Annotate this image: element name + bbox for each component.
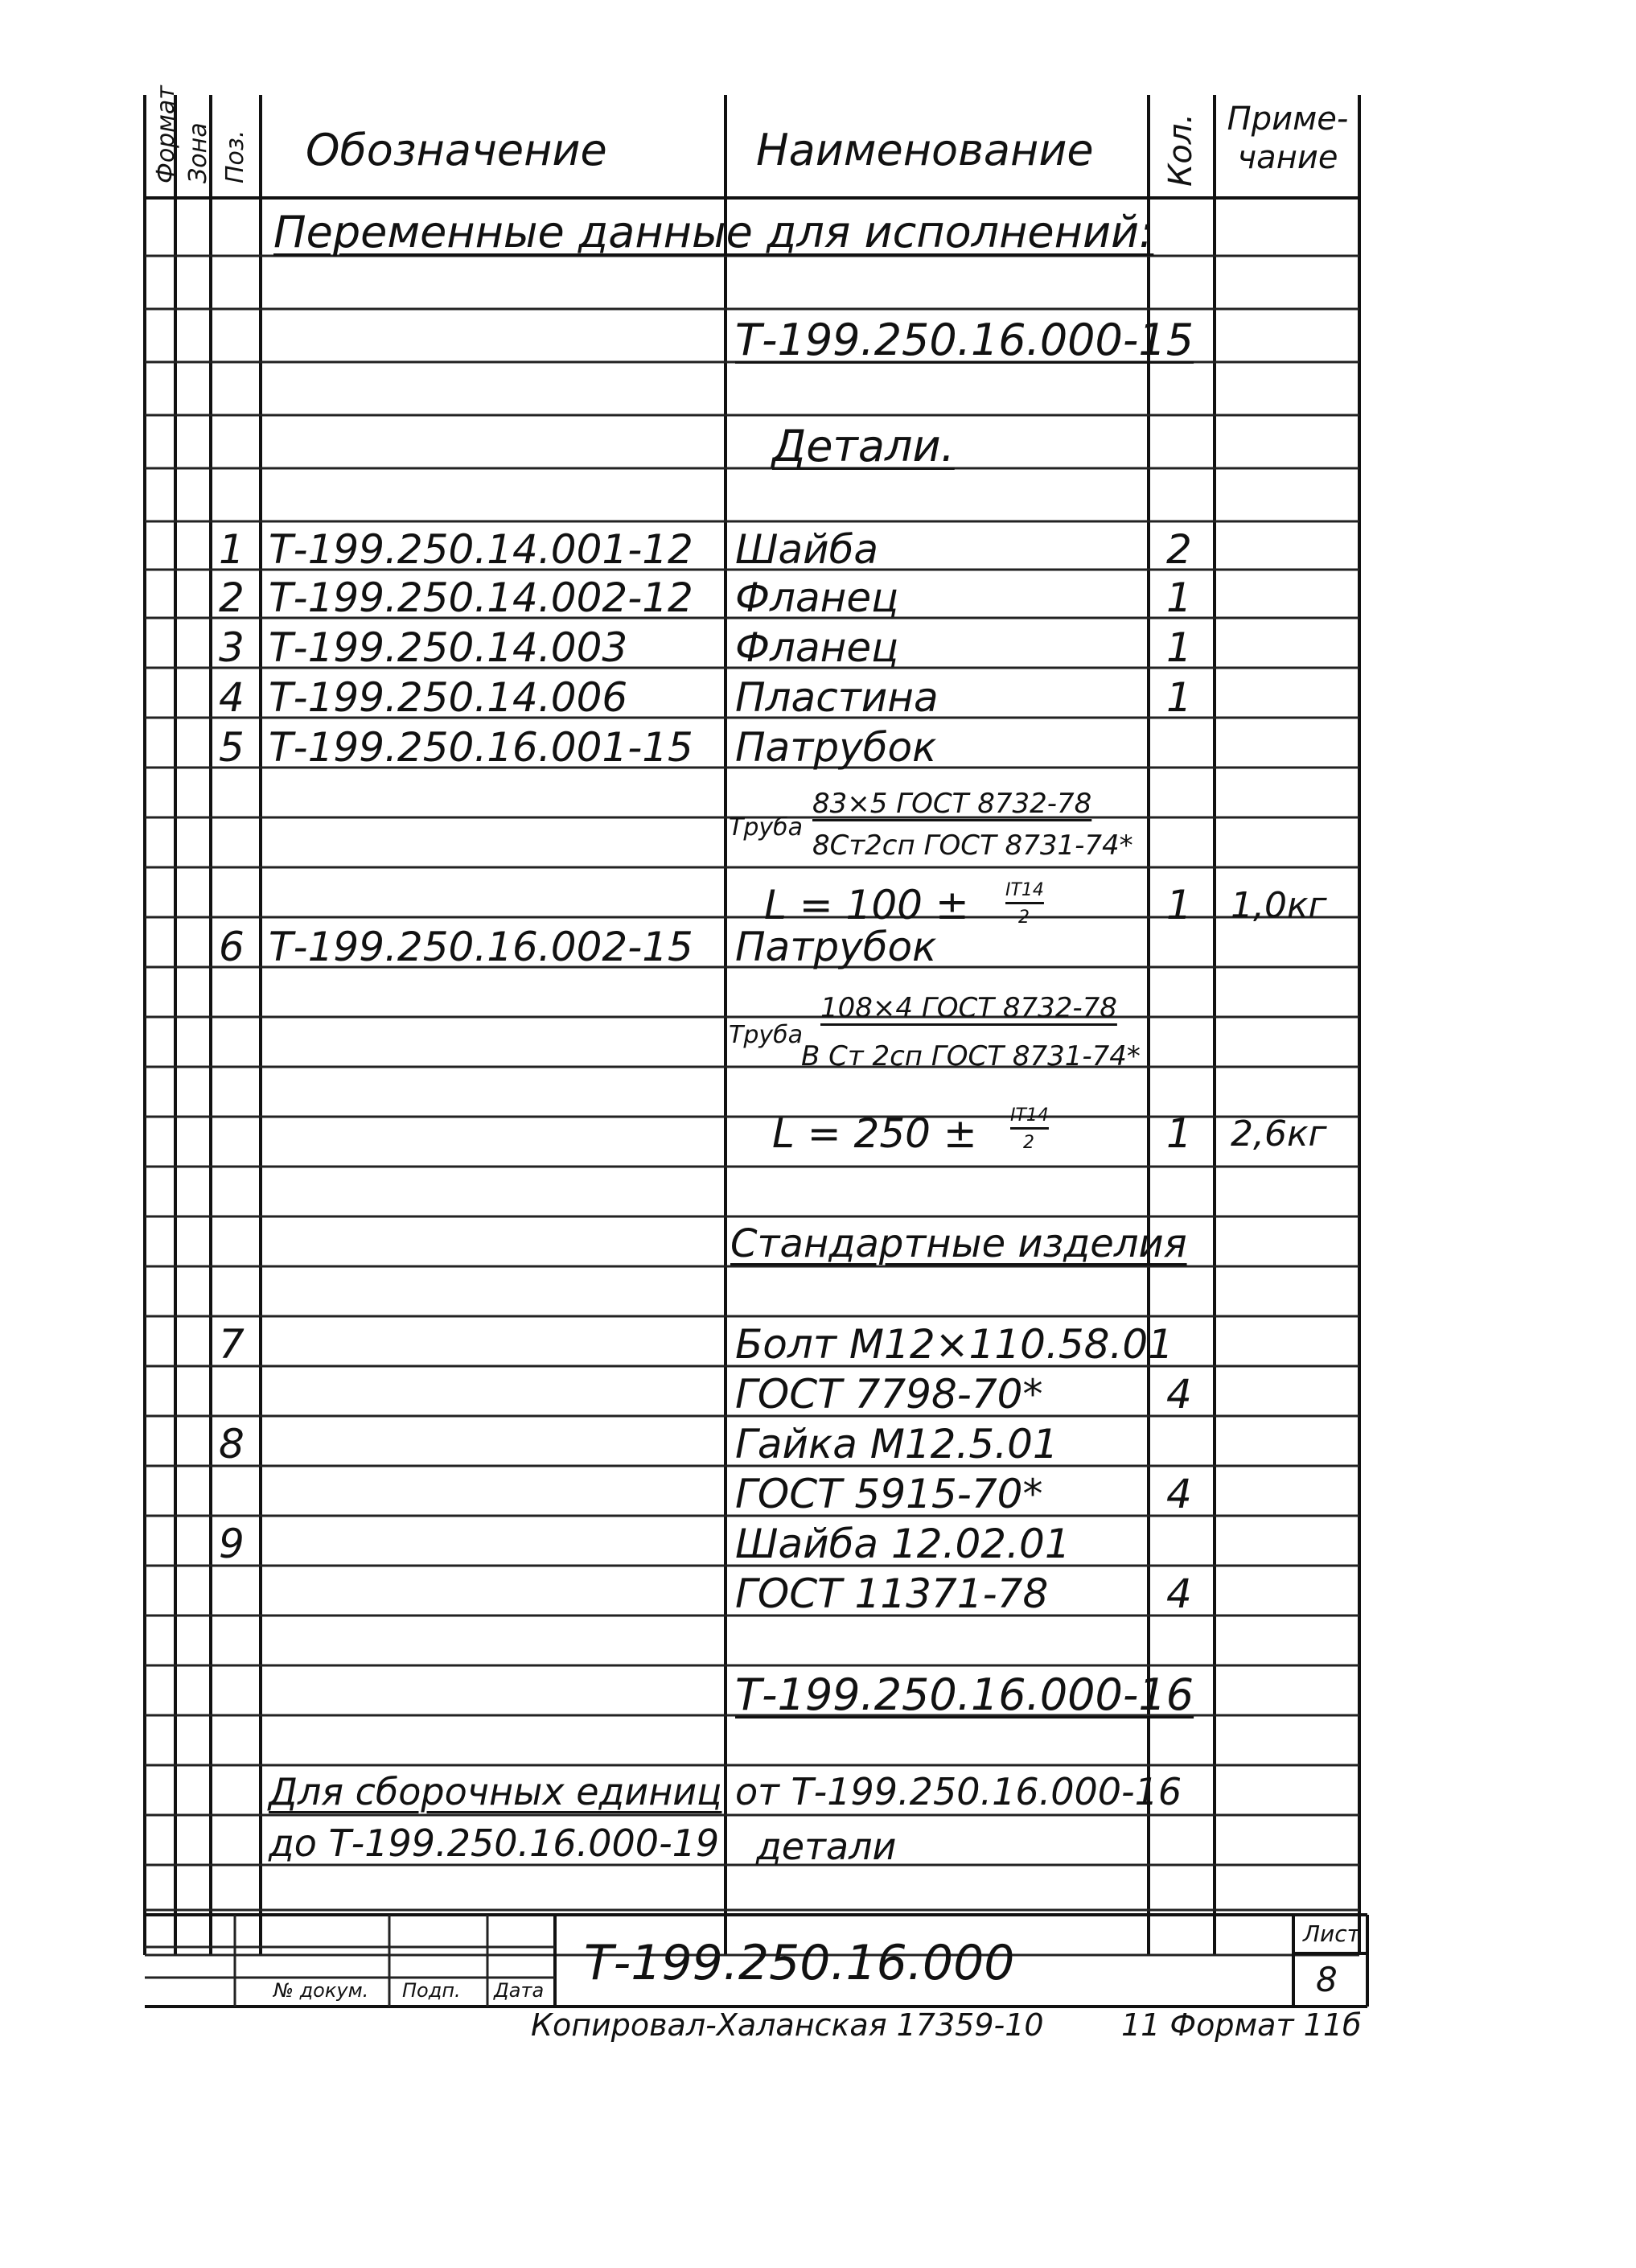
footer-copied-by: Копировал-Халанская 17359-10 xyxy=(531,2007,1044,2043)
stamp-col-signature: Подп. xyxy=(402,1979,461,2002)
pipe-tolerance-denominator: 2 xyxy=(1018,908,1030,928)
item-qty: 2 xyxy=(1166,526,1192,573)
note-assembly-range: до Т-199.250.16.000-19 xyxy=(269,1821,720,1865)
pipe-spec-numerator: 108×4 ГОСТ 8732-78 xyxy=(820,992,1117,1024)
item-designation: Т-199.250.14.001-12 xyxy=(269,526,693,573)
pipe-spec-denominator: 8Ст2сп ГОСТ 8731-74* xyxy=(812,829,1133,862)
item-designation: Т-199.250.14.003 xyxy=(269,624,628,671)
item-name: Пластина xyxy=(735,674,939,721)
item-name: Шайба xyxy=(735,526,879,573)
variant-2-code: Т-199.250.16.000-16 xyxy=(735,1669,1194,1720)
item-name: Патрубок xyxy=(735,924,937,970)
header-zone: Зона xyxy=(184,122,212,183)
pipe-spec-denominator: В Ст 2сп ГОСТ 8731-74* xyxy=(801,1040,1141,1072)
stamp-sheet-number: 8 xyxy=(1316,1960,1338,1999)
header-pos: Поз. xyxy=(221,130,249,183)
pipe-tolerance-numerator: IT14 xyxy=(1005,880,1044,900)
header-note-line1: Приме- xyxy=(1227,101,1349,138)
item-pos: 6 xyxy=(219,924,245,970)
stamp-col-document: № докум. xyxy=(273,1979,369,2002)
header-note-line2: чание xyxy=(1237,139,1338,176)
pipe-mass: 2,6кг xyxy=(1231,1113,1327,1155)
header-name: Наименование xyxy=(756,125,1094,175)
item-pos: 5 xyxy=(219,724,245,771)
std-standard: ГОСТ 11371-78 xyxy=(735,1570,1049,1617)
stamp-sheet-label: Лист xyxy=(1303,1920,1360,1947)
std-pos: 7 xyxy=(219,1321,245,1368)
header-qty: Кол. xyxy=(1162,113,1199,187)
stamp-col-date: Дата xyxy=(494,1979,545,2002)
std-name: Болт М12×110.58.01 xyxy=(735,1321,1174,1368)
std-standard: ГОСТ 5915-70* xyxy=(735,1471,1043,1517)
section-details: Детали. xyxy=(772,421,955,471)
pipe-length: L = 250 ± xyxy=(772,1110,977,1157)
item-name: Патрубок xyxy=(735,724,937,771)
item-designation: Т-199.250.14.002-12 xyxy=(269,574,693,621)
pipe-spec-numerator: 83×5 ГОСТ 8732-78 xyxy=(812,788,1092,820)
footer-format: 11 Формат 11б xyxy=(1121,2007,1362,2043)
item-qty: 1 xyxy=(1166,624,1192,671)
item-designation: Т-199.250.16.002-15 xyxy=(269,924,693,970)
item-pos: 2 xyxy=(219,574,245,621)
std-qty: 4 xyxy=(1166,1471,1192,1517)
item-designation: Т-199.250.16.001-15 xyxy=(269,724,693,771)
std-name: Шайба 12.02.01 xyxy=(735,1521,1071,1567)
item-name: Фланец xyxy=(735,624,899,671)
pipe-length: L = 100 ± xyxy=(764,882,969,928)
stamp-document-code: Т-199.250.16.000 xyxy=(584,1935,1015,1991)
std-pos: 9 xyxy=(219,1521,245,1567)
pipe-tolerance-numerator: IT14 xyxy=(1010,1105,1049,1126)
note-assembly-units: Для сборочных единиц xyxy=(269,1770,722,1813)
item-pos: 1 xyxy=(219,526,245,573)
header-format: Формат xyxy=(152,85,180,183)
item-qty: 1 xyxy=(1166,674,1192,721)
pipe-qty: 1 xyxy=(1166,1110,1192,1157)
pipe-tolerance-denominator: 2 xyxy=(1023,1133,1034,1153)
section-standard-items: Стандартные изделия xyxy=(730,1221,1187,1266)
std-qty: 4 xyxy=(1166,1570,1192,1617)
pipe-qty: 1 xyxy=(1166,882,1192,928)
std-qty: 4 xyxy=(1166,1371,1192,1418)
item-pos: 3 xyxy=(219,624,245,671)
header-designation: Обозначение xyxy=(306,125,607,175)
std-standard: ГОСТ 7798-70* xyxy=(735,1371,1043,1418)
item-name: Фланец xyxy=(735,574,899,621)
pipe-prefix: Труба xyxy=(729,1021,804,1049)
std-name: Гайка М12.5.01 xyxy=(735,1421,1058,1467)
pipe-prefix: Труба xyxy=(729,813,804,842)
note-details: детали xyxy=(756,1825,897,1868)
std-pos: 8 xyxy=(219,1421,245,1467)
item-qty: 1 xyxy=(1166,574,1192,621)
variable-data-title: Переменные данные для исполнений: xyxy=(273,207,1154,257)
note-from-code: от Т-199.250.16.000-16 xyxy=(735,1770,1182,1813)
item-pos: 4 xyxy=(219,674,245,721)
pipe-mass: 1,0кг xyxy=(1231,885,1327,926)
item-designation: Т-199.250.14.006 xyxy=(269,674,628,721)
variant-1-code: Т-199.250.16.000-15 xyxy=(735,315,1194,365)
